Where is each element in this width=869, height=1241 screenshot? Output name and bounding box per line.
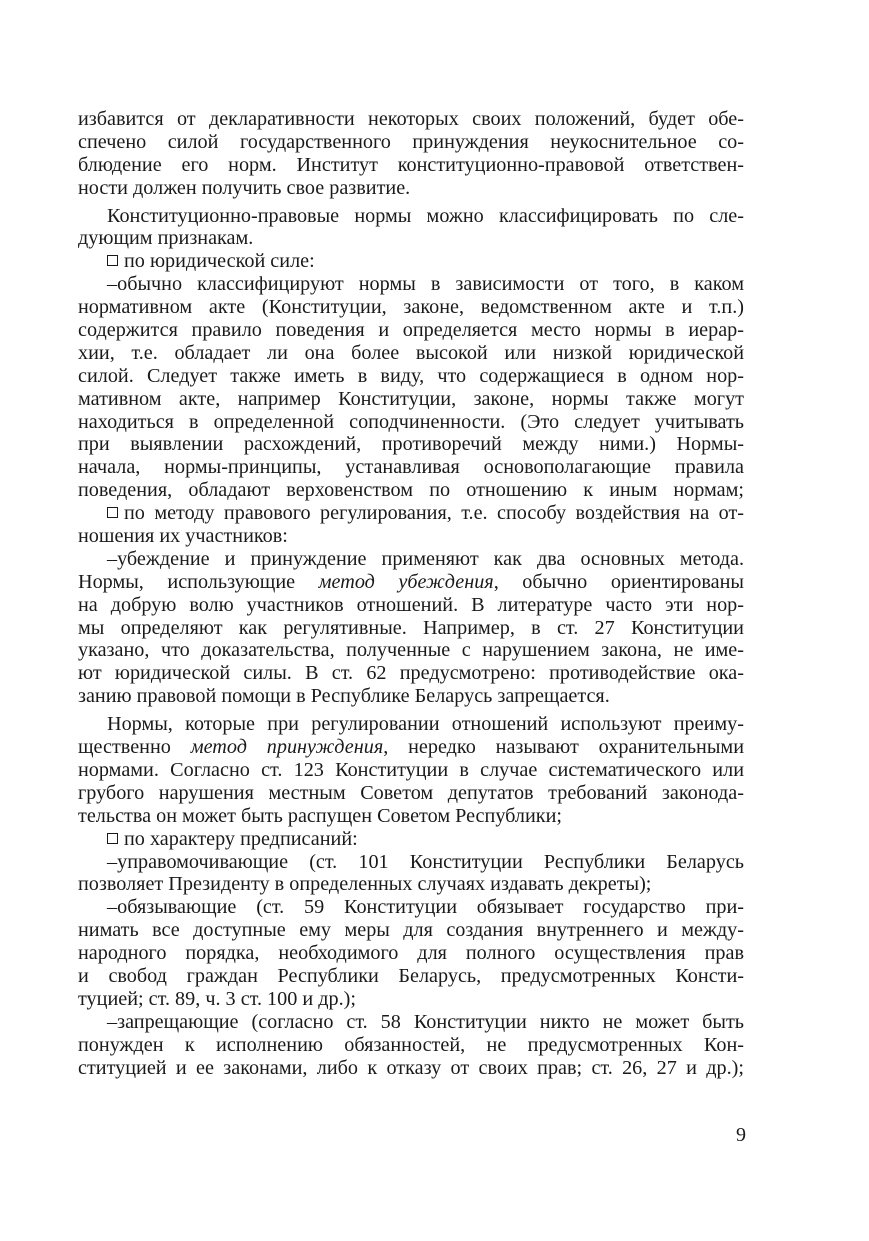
line-text: грубого нарушения местным Советом депутатов требований законода- xyxy=(78,781,744,804)
text-line xyxy=(78,319,744,342)
text-line xyxy=(78,479,744,502)
text-line xyxy=(78,154,744,177)
text-line xyxy=(78,131,744,154)
text-line xyxy=(78,273,744,296)
line-text: при выявлении расхождений, противоречий между ними.) Нормы- xyxy=(78,433,744,456)
text-line xyxy=(78,965,744,988)
text-line xyxy=(78,1011,744,1034)
checkbox-bullet-icon xyxy=(107,833,118,844)
text-line xyxy=(78,411,744,434)
line-text: ношения их участников: xyxy=(78,525,288,548)
line-text: Нормы, использующие xyxy=(78,570,319,593)
text-line xyxy=(78,502,744,525)
line-text: по методу правового регулирования, т.е. способу воздействия на от- xyxy=(124,502,744,525)
line-text: –обычно классифицируют нормы в зависимости от того, в каком xyxy=(107,273,744,296)
text-line xyxy=(78,456,744,479)
checkbox-bullet-icon xyxy=(107,255,118,266)
text-line xyxy=(78,342,744,365)
line-text: нормами. Согласно ст. 123 Конституции в случае систематического или xyxy=(78,758,744,781)
text-line xyxy=(78,388,744,411)
text-line xyxy=(78,988,744,1011)
line-text: содержится правило поведения и определяется место нормы в иерар- xyxy=(78,319,744,342)
line-text: ституцией и ее законами, либо к отказу от своих прав; ст. 26, 27 и др.); xyxy=(78,1056,744,1079)
document-body xyxy=(78,108,744,1079)
text-line xyxy=(78,851,744,874)
line-text: хии, т.е. обладает ли она более высокой или низкой юридической xyxy=(78,341,744,364)
text-line xyxy=(78,548,744,571)
line-text: мативном акте, например Конституции, законе, нормы также могут xyxy=(78,387,744,410)
line-text: –управомочивающие (ст. 101 Конституции Республики Беларусь xyxy=(107,850,744,873)
line-text: –запрещающие (согласно ст. 58 Конституции никто не может быть xyxy=(107,1010,744,1033)
text-line xyxy=(78,782,744,805)
line-text: дующим признакам. xyxy=(78,227,254,250)
text-line xyxy=(78,828,744,851)
line-text: избавится от декларативности некоторых своих положений, будет обе- xyxy=(78,108,744,130)
checkbox-bullet-icon xyxy=(107,507,118,518)
text-line xyxy=(78,685,744,708)
text-line xyxy=(78,942,744,965)
line-text: по характеру предписаний: xyxy=(124,827,358,850)
line-text: по юридической силе: xyxy=(124,250,315,273)
line-text: Нормы, которые при регулировании отношений используют преиму- xyxy=(107,713,744,736)
line-text: спечено силой государственного принуждения неукоснительное со- xyxy=(78,130,744,153)
line-text: , нередко называют охранительными xyxy=(383,736,744,759)
line-text: нимать все доступные ему меры для создания внутреннего и между- xyxy=(78,919,744,942)
text-line xyxy=(78,250,744,273)
page-number: 9 xyxy=(736,1124,746,1146)
line-text: начала, нормы-принципы, устанавливая основополагающие правила xyxy=(78,456,744,479)
text-line xyxy=(78,365,744,388)
text-line xyxy=(78,662,744,685)
line-text: ют юридической силы. В ст. 62 предусмотрено: противодействие ока- xyxy=(78,662,744,685)
text-line xyxy=(78,805,744,828)
line-text: позволяет Президенту в определенных случаях издавать декреты); xyxy=(78,873,652,896)
line-text: силой. Следует также иметь в виду, что содержащиеся в одном нор- xyxy=(78,364,744,387)
text-line xyxy=(78,873,744,896)
text-line xyxy=(78,896,744,919)
line-text: находиться в определенной соподчиненности. (Это следует учитывать xyxy=(78,410,744,433)
line-text: народного порядка, необходимого для полного осуществления прав xyxy=(78,942,744,965)
text-line xyxy=(78,227,744,250)
text-line xyxy=(78,639,744,662)
text-line xyxy=(78,617,744,640)
line-text: –убеждение и принуждение применяют как два основных метода. xyxy=(107,547,744,570)
line-text: туцией; ст. 89, ч. 3 ст. 100 и др.); xyxy=(78,987,356,1010)
emphasized-term: метод убеждения xyxy=(318,570,494,593)
line-text: щественно xyxy=(78,736,191,759)
line-text: поведения, обладают верховенством по отношению к иным нормам; xyxy=(78,479,744,502)
line-text: на добрую волю участников отношений. В литературе часто эти нор- xyxy=(78,593,744,616)
line-text: –обязывающие (ст. 59 Конституции обязывает государство при- xyxy=(107,896,744,919)
text-line xyxy=(78,919,744,942)
text-line xyxy=(78,713,744,736)
text-line xyxy=(78,433,744,456)
text-line xyxy=(78,594,744,617)
text-line xyxy=(78,736,744,759)
line-text: нормативном акте (Конституции, законе, ведомственном акте и т.п.) xyxy=(78,296,744,319)
line-text: указано, что доказательства, полученные с нарушением закона, не име- xyxy=(78,639,744,662)
line-text: Конституционно-правовые нормы можно классифицировать по сле- xyxy=(107,204,744,227)
text-line xyxy=(78,205,744,228)
text-line xyxy=(78,759,744,782)
line-text: и свобод граждан Республики Беларусь, предусмотренных Консти- xyxy=(78,964,744,987)
text-line xyxy=(78,177,744,200)
line-text: , обычно ориентированы xyxy=(493,570,744,593)
line-text: блюдение его норм. Институт конституционно-правовой ответствен- xyxy=(78,153,744,176)
text-line xyxy=(78,571,744,594)
text-line xyxy=(78,525,744,548)
line-text: тельства он может быть распущен Советом Республики; xyxy=(78,804,563,827)
emphasized-term: метод принуждения xyxy=(190,736,384,759)
text-line xyxy=(78,1034,744,1057)
line-text: мы определяют как регулятивные. Например, в ст. 27 Конституции xyxy=(78,616,744,639)
text-line xyxy=(78,1057,744,1080)
line-text: понужден к исполнению обязанностей, не предусмотренных Кон- xyxy=(78,1033,744,1056)
text-line xyxy=(78,108,744,131)
line-text: занию правовой помощи в Республике Беларусь запрещается. xyxy=(78,685,610,708)
line-text: ности должен получить свое развитие. xyxy=(78,176,411,199)
text-line xyxy=(78,296,744,319)
